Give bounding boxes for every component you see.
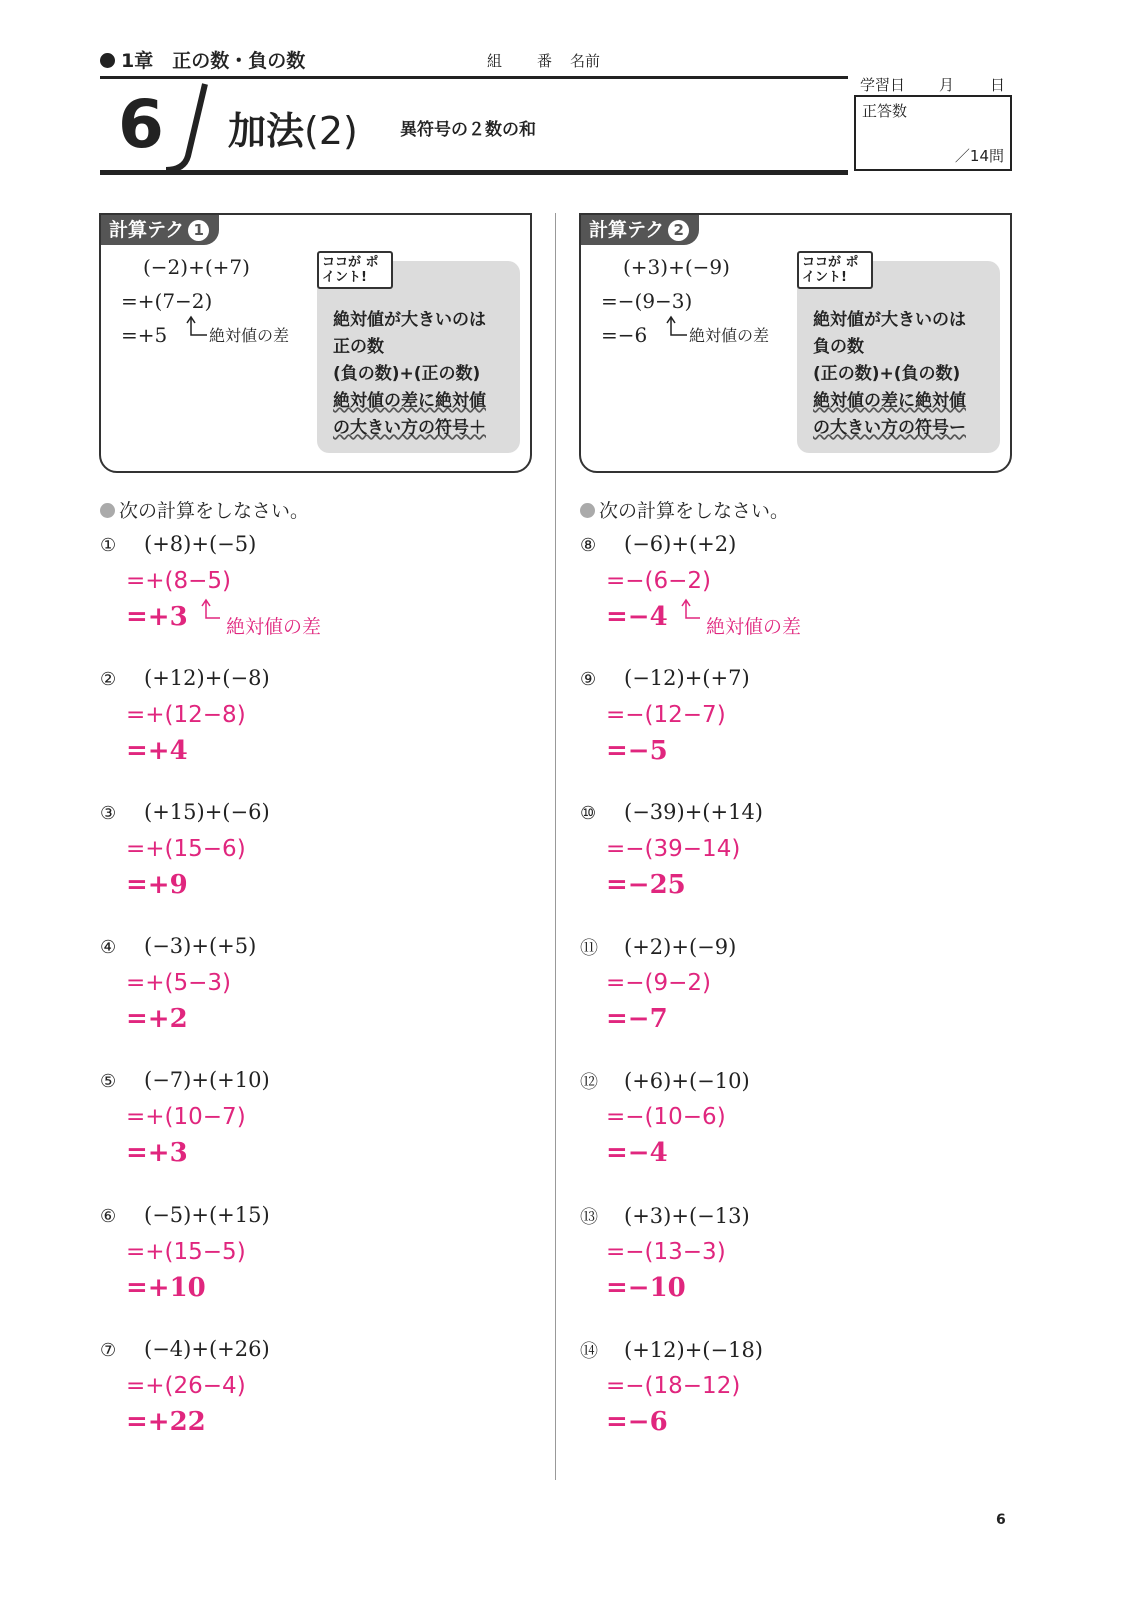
question-expression: (+15)+(−6): [144, 800, 270, 824]
answer-result: =+3: [126, 602, 188, 632]
problem-12: [580, 1068, 1000, 1188]
problem-number: ⑥: [100, 1206, 117, 1227]
tip-example-line: (+3)+(−9): [623, 255, 730, 279]
answer-result: =−6: [606, 1407, 668, 1437]
tip-title: [101, 215, 219, 245]
answer-result: =+10: [126, 1273, 206, 1303]
lesson-number: 6: [118, 86, 164, 163]
study-date: [860, 74, 1005, 95]
bullet-icon: [100, 503, 115, 518]
answer-step: =−(13−3): [606, 1239, 726, 1265]
point-line: 負の数: [813, 337, 864, 357]
problem-8: [580, 532, 1000, 652]
answer-result: =+2: [126, 1004, 188, 1034]
answer-result: =−25: [606, 870, 686, 900]
tip-note: 絶対値の差: [689, 326, 770, 345]
question: [100, 1068, 270, 1092]
question: [100, 1337, 270, 1361]
question-expression: (−6)+(+2): [624, 532, 737, 556]
date-label: 学習日: [860, 76, 906, 94]
question-expression: (−5)+(+15): [144, 1203, 270, 1227]
tip-example-result: =+5: [121, 323, 168, 347]
column-divider: [555, 213, 556, 1480]
question-expression: (+6)+(−10): [624, 1069, 750, 1093]
problem-number: ⑦: [100, 1340, 117, 1361]
title-slash-decoration: [160, 78, 210, 173]
point-line: (正の数)+(負の数): [813, 364, 961, 384]
answer-result: =+3: [126, 1138, 188, 1168]
answer-result: =−7: [606, 1004, 668, 1034]
answer-result: =−10: [606, 1273, 686, 1303]
question: [580, 1337, 763, 1363]
problem-6: [100, 1203, 520, 1323]
question-expression: (+12)+(−18): [624, 1338, 764, 1362]
tip-title: [581, 215, 699, 245]
point-line: 絶対値が大きいのは: [813, 310, 966, 330]
answer-step: =−(6−2): [606, 568, 712, 594]
answer-step: =+(26−4): [126, 1373, 246, 1399]
answer-note: 絶対値の差: [706, 616, 802, 638]
point-text: [333, 307, 486, 442]
tip-example-line: (−2)+(+7): [143, 255, 250, 279]
problem-4: [100, 934, 520, 1054]
bullet-icon: [580, 503, 595, 518]
lesson-title-text: 加法: [228, 109, 305, 153]
page-number: 6: [996, 1512, 1006, 1528]
question-expression: (−39)+(+14): [624, 800, 764, 824]
problem-14: [580, 1337, 1000, 1457]
score-box: [854, 95, 1012, 171]
arrow-icon: [200, 598, 222, 624]
tip-box-2: [579, 213, 1012, 473]
problem-7: [100, 1337, 520, 1457]
question-expression: (−12)+(+7): [624, 666, 750, 690]
problem-number: ⑫: [580, 1072, 598, 1093]
instruction-text: 次の計算をしなさい。: [599, 500, 790, 522]
arrow-icon: [185, 315, 209, 339]
problem-11: [580, 934, 1000, 1054]
answer-step: =−(39−14): [606, 836, 741, 862]
question-expression: (+3)+(−13): [624, 1204, 750, 1228]
point-line: 絶対値が大きいのは: [333, 310, 486, 330]
problem-13: [580, 1203, 1000, 1323]
problem-number: ①: [100, 535, 117, 556]
question: [580, 934, 736, 960]
problem-number: ⑪: [580, 938, 598, 959]
arrow-icon: [665, 315, 689, 339]
question: [580, 1203, 750, 1229]
tip-box-1: [99, 213, 532, 473]
tip-example-result: =−6: [601, 323, 648, 347]
question: [100, 532, 256, 556]
question-expression: (−3)+(+5): [144, 934, 257, 958]
question-expression: (+8)+(−5): [144, 532, 257, 556]
question: [580, 532, 736, 556]
question: [100, 1203, 270, 1227]
tip-title-text: 計算テク: [109, 219, 185, 241]
point-badge: ココが ポイント!: [317, 251, 393, 289]
score-label: 正答数: [862, 102, 908, 120]
answer-result: =−5: [606, 736, 668, 766]
problem-number: ③: [100, 803, 117, 824]
arrow-icon: [680, 598, 702, 624]
answer-step: =+(8−5): [126, 568, 232, 594]
month-label: 月: [939, 76, 955, 94]
score-total: ／14問: [954, 147, 1004, 165]
answer-step: =−(18−12): [606, 1373, 741, 1399]
header-bottom-rule: [100, 170, 848, 175]
answer-step: =+(12−8): [126, 702, 246, 728]
point-line: 絶対値の差に絶対値: [813, 391, 966, 411]
instruction-right: [580, 496, 789, 523]
answer-result: =+22: [126, 1407, 206, 1437]
problem-number: ⑧: [580, 535, 597, 556]
name-label: 名前: [570, 52, 601, 70]
instruction-left: [100, 496, 309, 523]
answer-step: =+(5−3): [126, 970, 232, 996]
question-expression: (+12)+(−8): [144, 666, 270, 690]
answer-result: =+4: [126, 736, 188, 766]
tip-note: 絶対値の差: [209, 326, 290, 345]
tip-number-badge: 2: [668, 220, 689, 241]
problem-number: ②: [100, 669, 117, 690]
problem-number: ④: [100, 937, 117, 958]
header-top-rule: [100, 76, 848, 79]
chapter-heading: [100, 46, 305, 73]
problem-1: [100, 532, 520, 652]
answer-result: =+9: [126, 870, 188, 900]
question: [580, 1068, 750, 1094]
instruction-text: 次の計算をしなさい。: [119, 500, 310, 522]
problem-number: ⑨: [580, 669, 597, 690]
answer-step: =+(10−7): [126, 1104, 246, 1130]
question: [100, 934, 256, 958]
point-line: の大きい方の符号＋: [333, 418, 486, 438]
point-line: (負の数)+(正の数): [333, 364, 481, 384]
lesson-subtitle: 異符号の２数の和: [400, 120, 536, 140]
number-label: 番: [537, 52, 553, 70]
answer-step: =−(10−6): [606, 1104, 726, 1130]
tip-example-step: =+(7−2): [121, 289, 213, 313]
chapter-label: 1章 正の数・負の数: [121, 50, 306, 72]
answer-step: =+(15−6): [126, 836, 246, 862]
lesson-title: [228, 100, 358, 155]
question: [100, 666, 270, 690]
lesson-subnumber: (2): [304, 109, 358, 153]
point-line: の大きい方の符号ー: [813, 418, 966, 438]
question: [580, 666, 750, 690]
bullet-icon: [100, 53, 115, 68]
tip-title-text: 計算テク: [589, 219, 665, 241]
problem-2: [100, 666, 520, 786]
problem-number: ⑤: [100, 1071, 117, 1092]
problem-number: ⑩: [580, 803, 597, 824]
answer-step: =−(9−2): [606, 970, 712, 996]
problem-number: ⑬: [580, 1207, 598, 1228]
point-badge: ココが ポイント!: [797, 251, 873, 289]
problem-9: [580, 666, 1000, 786]
tip-example-step: =−(9−3): [601, 289, 693, 313]
question: [100, 800, 270, 824]
question: [580, 800, 763, 824]
answer-result: =−4: [606, 1138, 668, 1168]
answer-step: =+(15−5): [126, 1239, 246, 1265]
day-label: 日: [990, 76, 1006, 94]
answer-step: =−(12−7): [606, 702, 726, 728]
point-line: 正の数: [333, 337, 384, 357]
answer-note: 絶対値の差: [226, 616, 322, 638]
class-label: 組: [487, 52, 503, 70]
tip-number-badge: 1: [188, 220, 209, 241]
point-line: 絶対値の差に絶対値: [333, 391, 486, 411]
question-expression: (+2)+(−9): [624, 935, 737, 959]
point-text: [813, 307, 966, 442]
problem-5: [100, 1068, 520, 1188]
problem-number: ⑭: [580, 1341, 598, 1362]
problem-10: [580, 800, 1000, 920]
answer-result: =−4: [606, 602, 668, 632]
problem-3: [100, 800, 520, 920]
question-expression: (−4)+(+26): [144, 1337, 270, 1361]
question-expression: (−7)+(+10): [144, 1068, 270, 1092]
